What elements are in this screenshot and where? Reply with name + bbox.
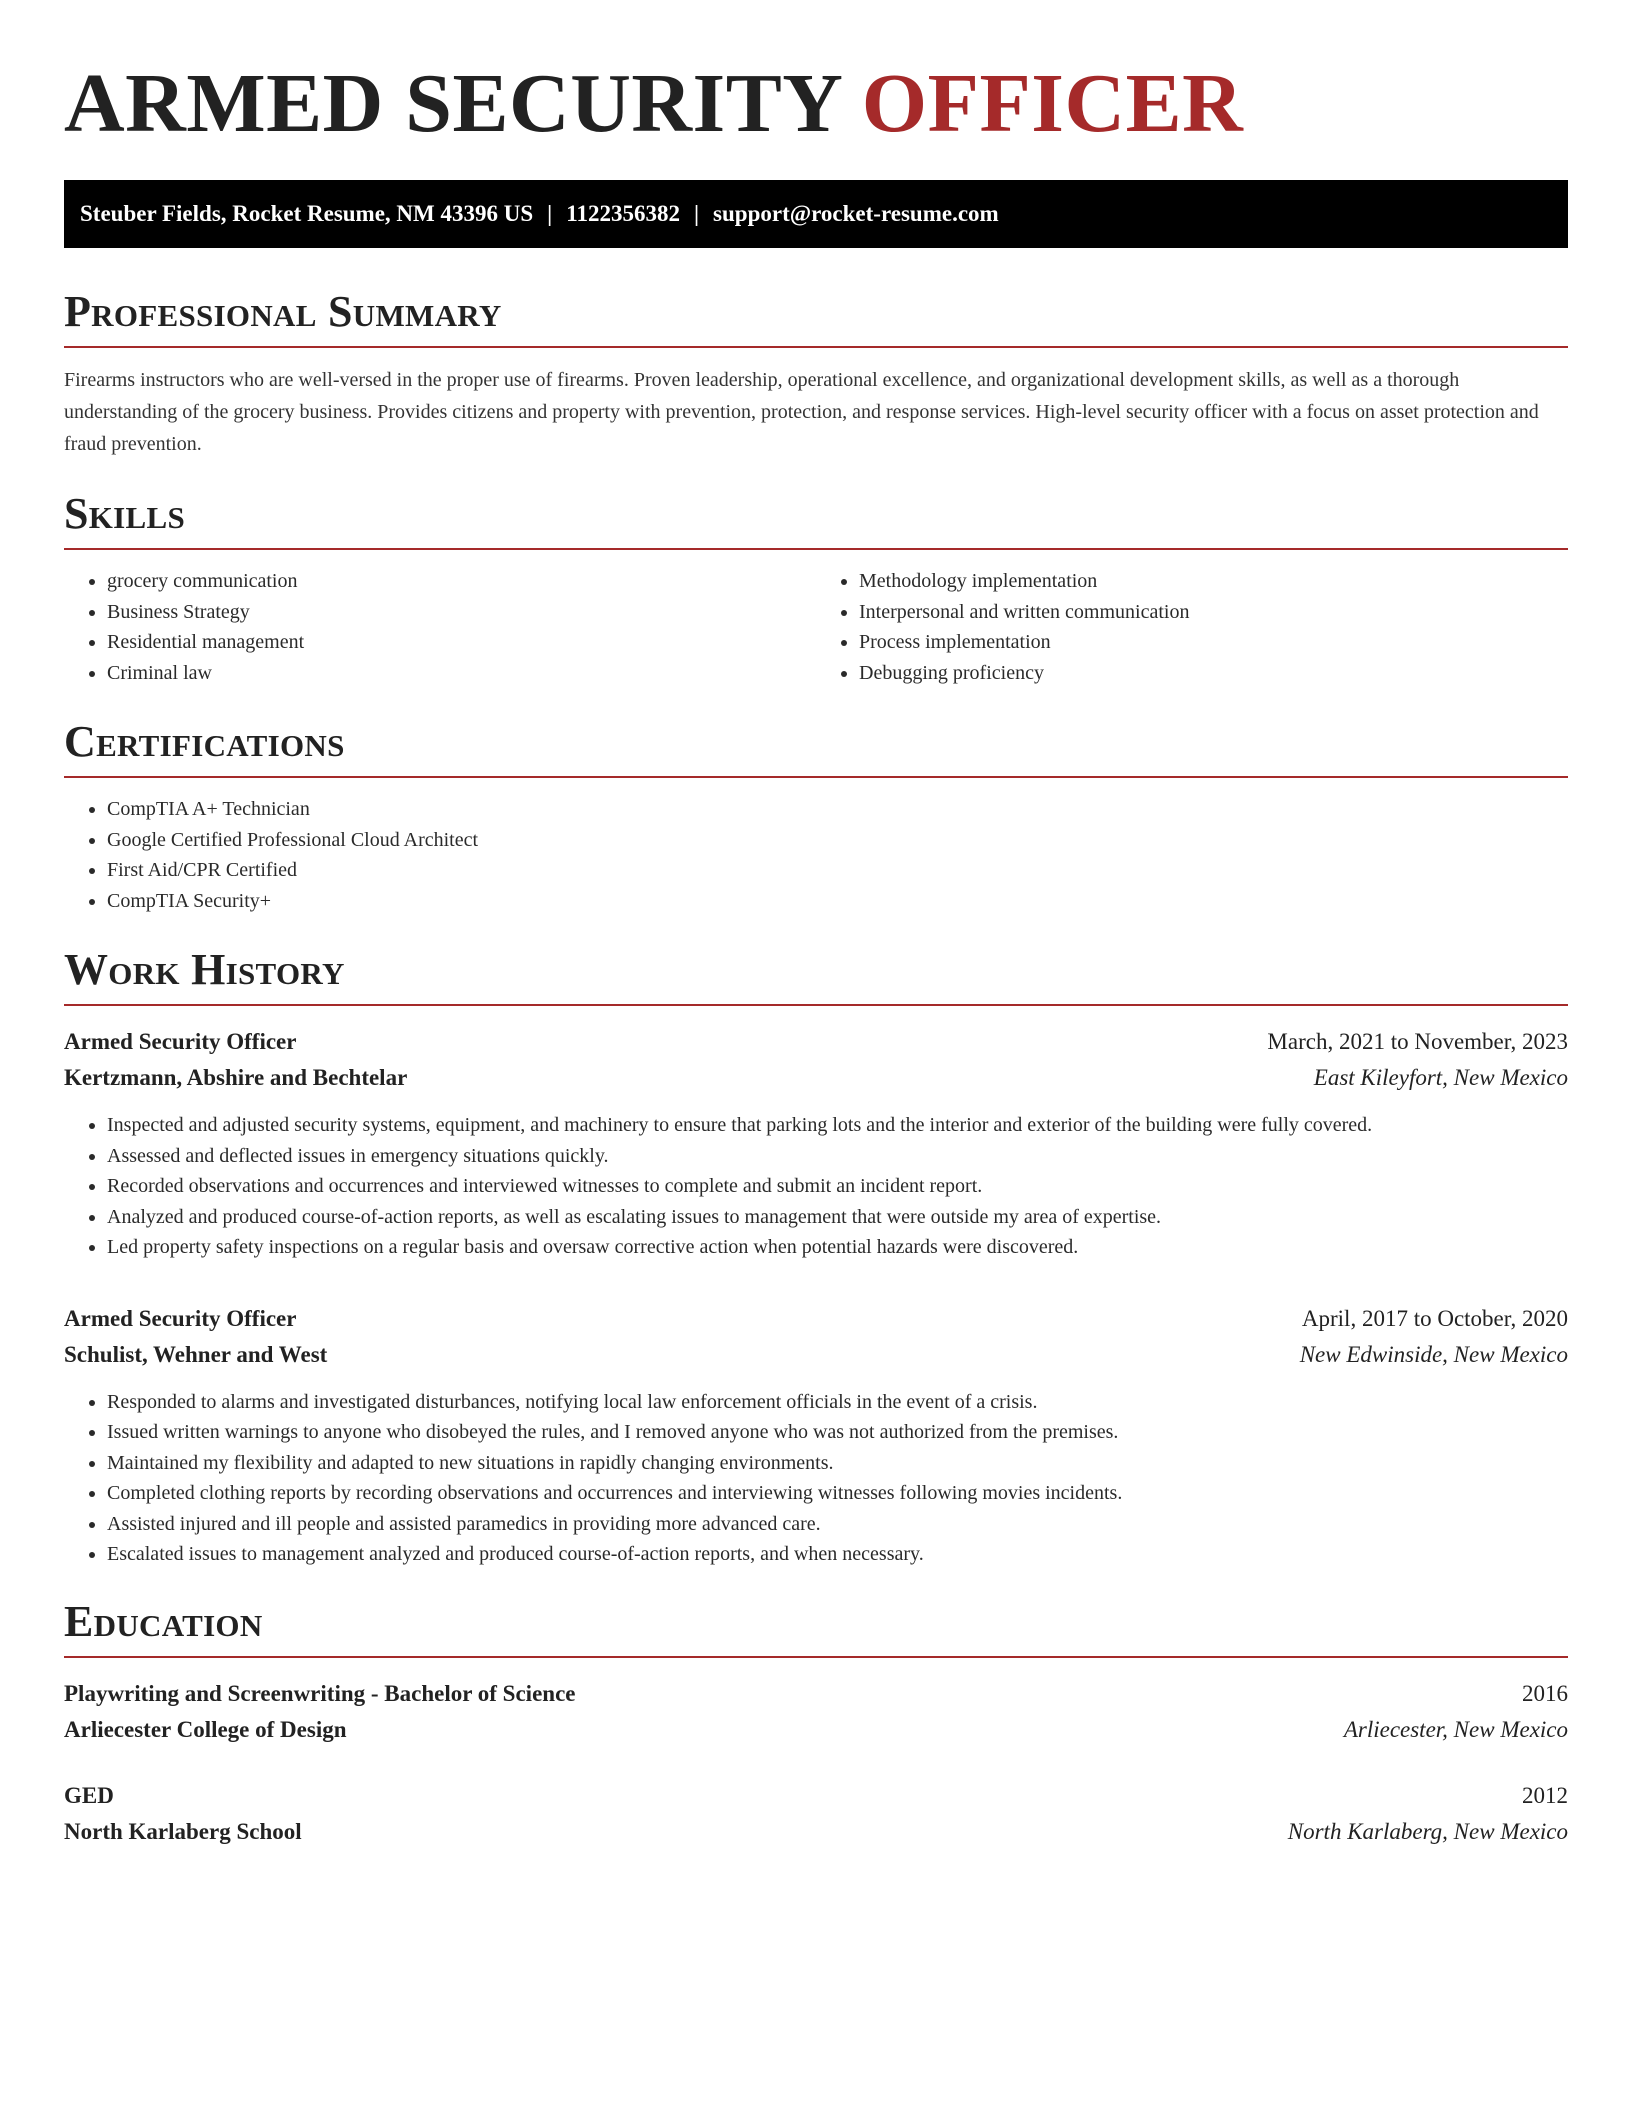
- skill-item: • Process implementation: [859, 627, 1568, 658]
- skills-list-right: [816, 566, 1568, 688]
- certification-item: • CompTIA Security+: [107, 886, 1568, 917]
- skills-list-left: [64, 566, 816, 688]
- job-bullet: • Completed clothing reports by recording observations and occurrences and interviewing witnesses following movies incidents.: [107, 1478, 1568, 1509]
- section-divider: [64, 776, 1568, 778]
- contact-address: Steuber Fields, Rocket Resume, NM 43396 US: [80, 201, 534, 226]
- education-header-row: [64, 1676, 1568, 1712]
- job-bullet: • Issued written warnings to anyone who disobeyed the rules, and I removed anyone who was not authorized from the premises.: [107, 1417, 1568, 1448]
- certification-item: • CompTIA A+ Technician: [107, 794, 1568, 825]
- job-bullet: • Led property safety inspections on a regular basis and oversaw corrective action when potential hazards were discovered.: [107, 1232, 1568, 1263]
- resume-title: [64, 0, 1568, 152]
- job-title: Armed Security Officer: [64, 1029, 297, 1054]
- job-entry: [64, 1301, 1568, 1570]
- job-company-row: [64, 1060, 1568, 1096]
- work-history-heading: Work History: [64, 945, 345, 994]
- section-divider: [64, 1004, 1568, 1006]
- job-bullet: • Maintained my flexibility and adapted to new situations in rapidly changing environments.: [107, 1448, 1568, 1479]
- certifications-heading: Certifications: [64, 717, 345, 766]
- job-bullet: • Assisted injured and ill people and assisted paramedics in providing more advanced care.: [107, 1509, 1568, 1540]
- job-company-row: [64, 1337, 1568, 1373]
- skill-item: • grocery communication: [107, 566, 816, 597]
- job-header-row: [64, 1024, 1568, 1060]
- education-school: North Karlaberg School: [64, 1818, 302, 1844]
- certification-item: • Google Certified Professional Cloud Architect: [107, 825, 1568, 856]
- education-entry: [64, 1778, 1568, 1850]
- section-divider: [64, 346, 1568, 348]
- job-header-row: [64, 1301, 1568, 1337]
- education-section: [64, 1598, 1568, 1850]
- job-location: New Edwinside, New Mexico: [1299, 1341, 1568, 1367]
- education-degree: Playwriting and Screenwriting - Bachelor of Science: [64, 1680, 576, 1706]
- job-bullet: • Recorded observations and occurrences and interviewed witnesses to complete and submit an incident report.: [107, 1171, 1568, 1202]
- contact-bar: [64, 180, 1568, 248]
- summary-section: [64, 288, 1568, 460]
- education-entry: [64, 1676, 1568, 1748]
- education-school: Arliecester College of Design: [64, 1716, 347, 1742]
- skill-item: • Interpersonal and written communication: [859, 597, 1568, 628]
- skills-heading: Skills: [64, 489, 186, 538]
- education-degree: GED: [64, 1782, 114, 1808]
- job-company: Schulist, Wehner and West: [64, 1341, 328, 1367]
- job-dates: April, 2017 to October, 2020: [1301, 1305, 1568, 1331]
- skill-item: • Business Strategy: [107, 597, 816, 628]
- job-bullet: • Analyzed and produced course-of-action reports, as well as escalating issues to management that were outside my area of expertise.: [107, 1202, 1568, 1233]
- job-location: East Kileyfort, New Mexico: [1313, 1065, 1568, 1090]
- summary-text: Firearms instructors who are well-versed in the proper use of firearms. Proven leadership, operational excellence, and organizational development skills, as well as a thorough understanding of the grocery business. Provides citizens and property with prevention, protection, and response services. High-level security officer with a focus on asset protection and fraud prevention.: [64, 369, 1539, 455]
- education-heading: Education: [64, 1596, 263, 1646]
- title-accent: OFFICER: [861, 57, 1244, 150]
- work-history-section: [64, 946, 1568, 1570]
- job-bullets: [64, 1387, 1568, 1570]
- education-school-row: [64, 1814, 1568, 1850]
- job-bullet: • Assessed and deflected issues in emergency situations quickly.: [107, 1141, 1568, 1172]
- education-year: 2016: [1522, 1680, 1568, 1706]
- summary-heading: Professional Summary: [64, 287, 502, 336]
- certifications-list: [64, 794, 1568, 916]
- skills-section: [64, 490, 1568, 688]
- skill-item: • Methodology implementation: [859, 566, 1568, 597]
- education-location: North Karlaberg, New Mexico: [1287, 1818, 1568, 1844]
- certification-item: • First Aid/CPR Certified: [107, 855, 1568, 886]
- job-bullet: • Escalated issues to management analyzed and produced course-of-action reports, and when necessary.: [107, 1539, 1568, 1570]
- skills-columns: [64, 550, 1568, 688]
- job-title: Armed Security Officer: [64, 1305, 297, 1331]
- certifications-section: [64, 718, 1568, 916]
- education-school-row: [64, 1712, 1568, 1748]
- skill-item: • Criminal law: [107, 658, 816, 689]
- job-bullet: • Inspected and adjusted security systems, equipment, and machinery to ensure that parking lots and the interior and exterior of the building were fully covered.: [107, 1110, 1568, 1141]
- job-dates: March, 2021 to November, 2023: [1267, 1029, 1568, 1054]
- job-entry: [64, 1024, 1568, 1263]
- contact-separator: |: [547, 201, 553, 226]
- title-main: ARMED SECURITY: [64, 57, 841, 150]
- education-header-row: [64, 1778, 1568, 1814]
- skill-item: • Residential management: [107, 627, 816, 658]
- education-location: Arliecester, New Mexico: [1343, 1716, 1568, 1742]
- section-divider: [64, 1656, 1568, 1658]
- skill-item: • Debugging proficiency: [859, 658, 1568, 689]
- contact-phone: 1122356382: [566, 201, 680, 226]
- job-bullet: • Responded to alarms and investigated disturbances, notifying local law enforcement officials in the event of a crisis.: [107, 1387, 1568, 1418]
- job-company: Kertzmann, Abshire and Bechtelar: [64, 1065, 408, 1090]
- job-bullets: [64, 1110, 1568, 1263]
- contact-email: support@rocket-resume.com: [713, 201, 999, 226]
- education-year: 2012: [1522, 1782, 1568, 1808]
- contact-separator: |: [693, 201, 700, 226]
